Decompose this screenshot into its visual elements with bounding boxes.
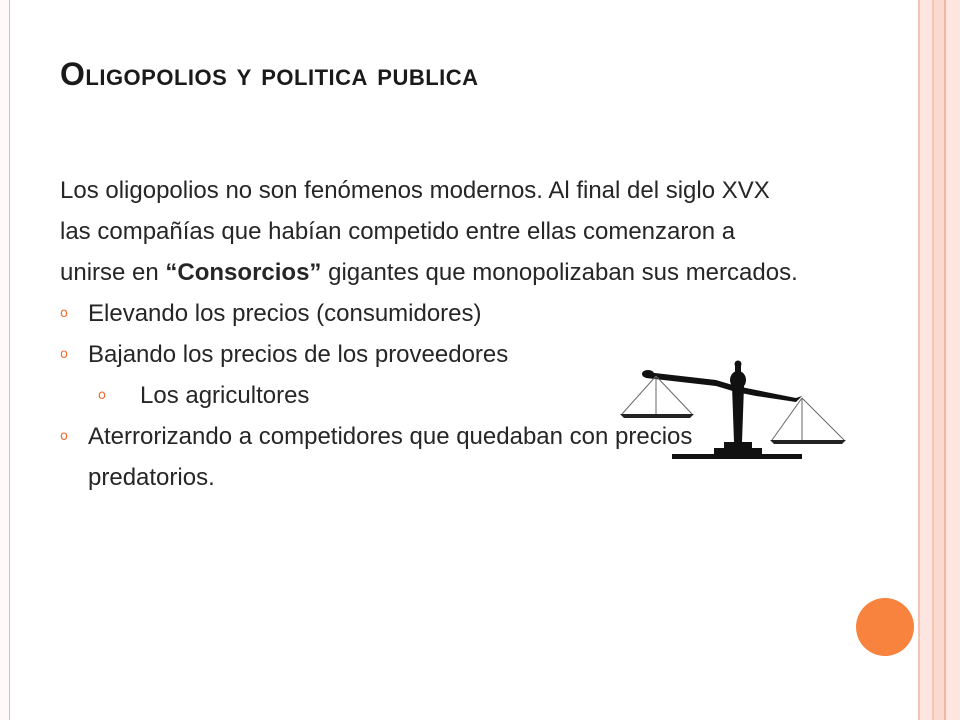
- bullet-text: Elevando los precios (consumidores): [88, 300, 482, 327]
- paragraph-text-end: gigantes que monopolizaban sus mercados.: [321, 259, 798, 286]
- accent-circle: [856, 598, 914, 656]
- bullet-text: Aterrorizando a competidores que quedaban con precios predatorios.: [88, 423, 693, 491]
- bullet-item: [60, 293, 800, 334]
- decorative-stripe: [946, 0, 960, 720]
- paragraph-bold-term: “Consorcios”: [165, 259, 322, 286]
- bullet-icon: o: [60, 306, 68, 321]
- decorative-stripe: [934, 0, 944, 720]
- bullet-icon: o: [60, 429, 68, 444]
- decorative-stripe: [920, 0, 932, 720]
- bullet-icon: o: [98, 388, 106, 403]
- balance-scale-icon: [616, 360, 852, 464]
- paragraph-text-start: Los oligopolios no son fenómenos modernos. Al final del siglo XVX las compañías que habían competido entre ellas comenzaron a unirse en: [60, 177, 770, 286]
- bullet-icon: o: [60, 347, 68, 362]
- left-border: [0, 0, 10, 720]
- body-paragraph: [60, 170, 800, 293]
- bullet-text: Bajando los precios de los proveedores: [88, 341, 509, 368]
- bullet-text: Los agricultores: [140, 382, 310, 409]
- slide-title: Oligopolios y politica publica: [60, 56, 479, 92]
